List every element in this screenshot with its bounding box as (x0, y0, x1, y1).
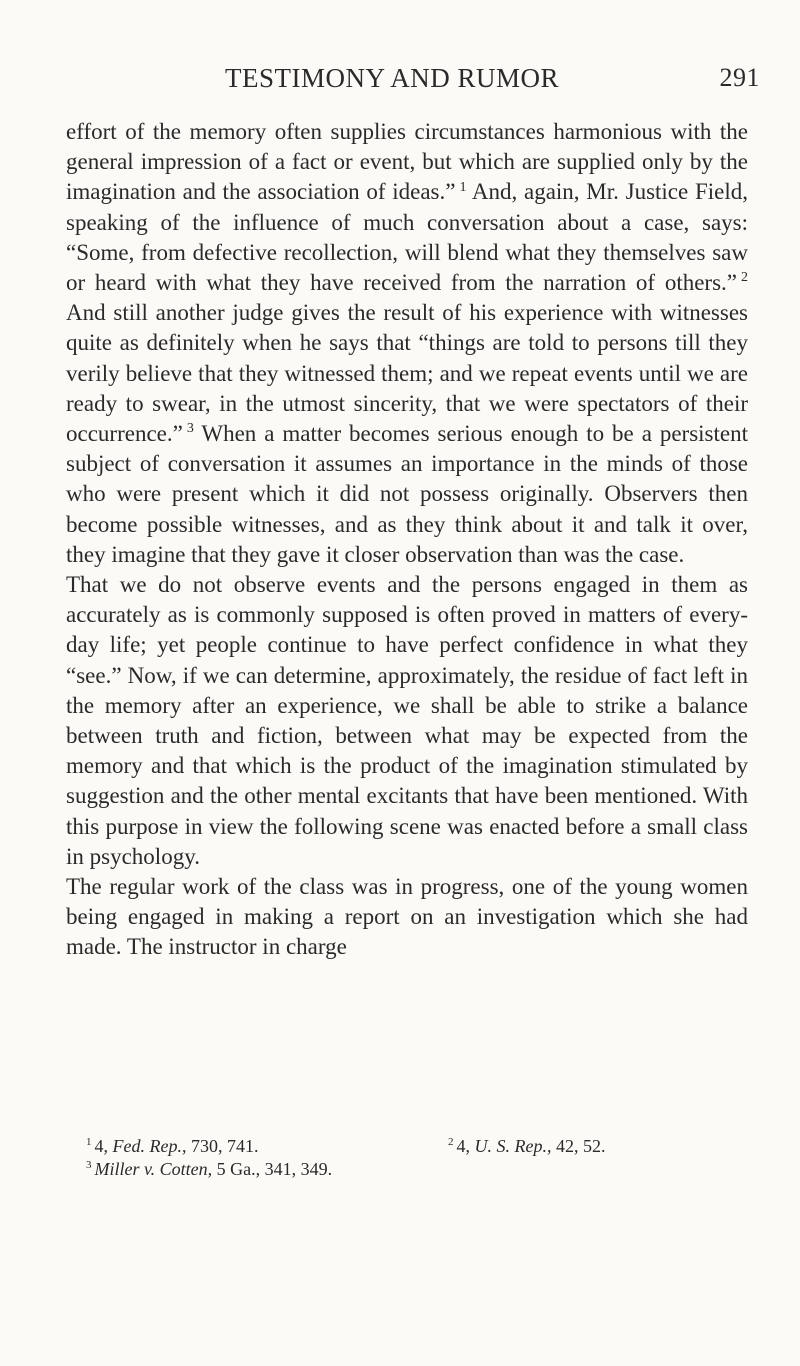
footnote-text: , 730, 741. (181, 1136, 259, 1156)
footnote-text: 5 Ga., 341, 349. (212, 1159, 333, 1179)
footnotes (66, 1135, 748, 1181)
footnote-text: 4, (94, 1136, 113, 1156)
paragraph-text: And still another judge gives the result of his experience with witnesses quite as definitely when he says that “things are told to persons till they verily believe that they witnessed them; and we repeat events until we are ready to swear, in the utmost sincerity, that we were spectators of their occurrence.” (66, 300, 748, 447)
footnote-citation: Fed. Rep. (112, 1136, 182, 1156)
footnote-citation: Miller v. Cotten, (94, 1159, 213, 1179)
paragraph-text: When a matter becomes serious enough to be a persistent subject of conversation it assumes an importance in the minds of those who were present which it did not possess originally. Observers then become possible witnesses, and as they think about it and talk it over, they imagine that they gave it closer observation than was the case. (66, 421, 748, 567)
footnote-mark: 2 (448, 1136, 454, 1148)
paragraph-text: effort of the memory often supplies circumstances harmonious with the general impression of a fact or event, but which are supplied only by the imagination and the association of ideas.” (66, 119, 748, 205)
paragraph (66, 570, 748, 872)
footnote-citation: U. S. Rep. (474, 1136, 547, 1156)
footnote-row (66, 1158, 748, 1181)
page-number: 291 (719, 63, 760, 92)
paragraph (66, 872, 748, 963)
paragraph-text: The regular work of the class was in progress, one of the young women being engaged in making a report on an investigation which she had made. The instructor in charge (66, 874, 748, 960)
paragraph-text: That we do not observe events and the persons engaged in them as accurately as is commonly supposed is often proved in matters of every-day life; yet people continue to have perfect confidence in what they “see.” Now, if we can determine, approximately, the residue of fact left in the memory after an experience, we shall be able to strike a balance between truth and fiction, between what may be expected from the memory and that which is the product of the imagination stimulated by suggestion and the other mental excitants that have been mentioned. With this purpose in view the following scene was enacted before a small class in psychology. (66, 572, 748, 869)
footnote-text: , 42, 52. (546, 1136, 606, 1156)
footnote-ref: 1 (459, 179, 467, 195)
footnote-3 (66, 1158, 448, 1181)
footnote-text: 4, (456, 1136, 475, 1156)
running-title: TESTIMONY AND RUMOR (225, 63, 560, 93)
paragraph (66, 117, 748, 570)
footnote-2 (448, 1135, 748, 1158)
footnote-ref: 2 (741, 270, 748, 286)
paragraph-text: And, again, Mr. Justice Field, speaking of the influence of much conversation about a case, says: “Some, from defective recollection, will blend what they themselves saw or heard with what they have received from the narration of others.” (66, 179, 748, 296)
running-head (225, 58, 760, 98)
footnote-mark: 1 (86, 1136, 92, 1148)
body-text (66, 117, 748, 963)
footnote-ref: 3 (186, 421, 194, 437)
footnote-mark: 3 (86, 1159, 92, 1171)
footnote-row (66, 1135, 748, 1158)
footnote-1 (66, 1135, 448, 1158)
